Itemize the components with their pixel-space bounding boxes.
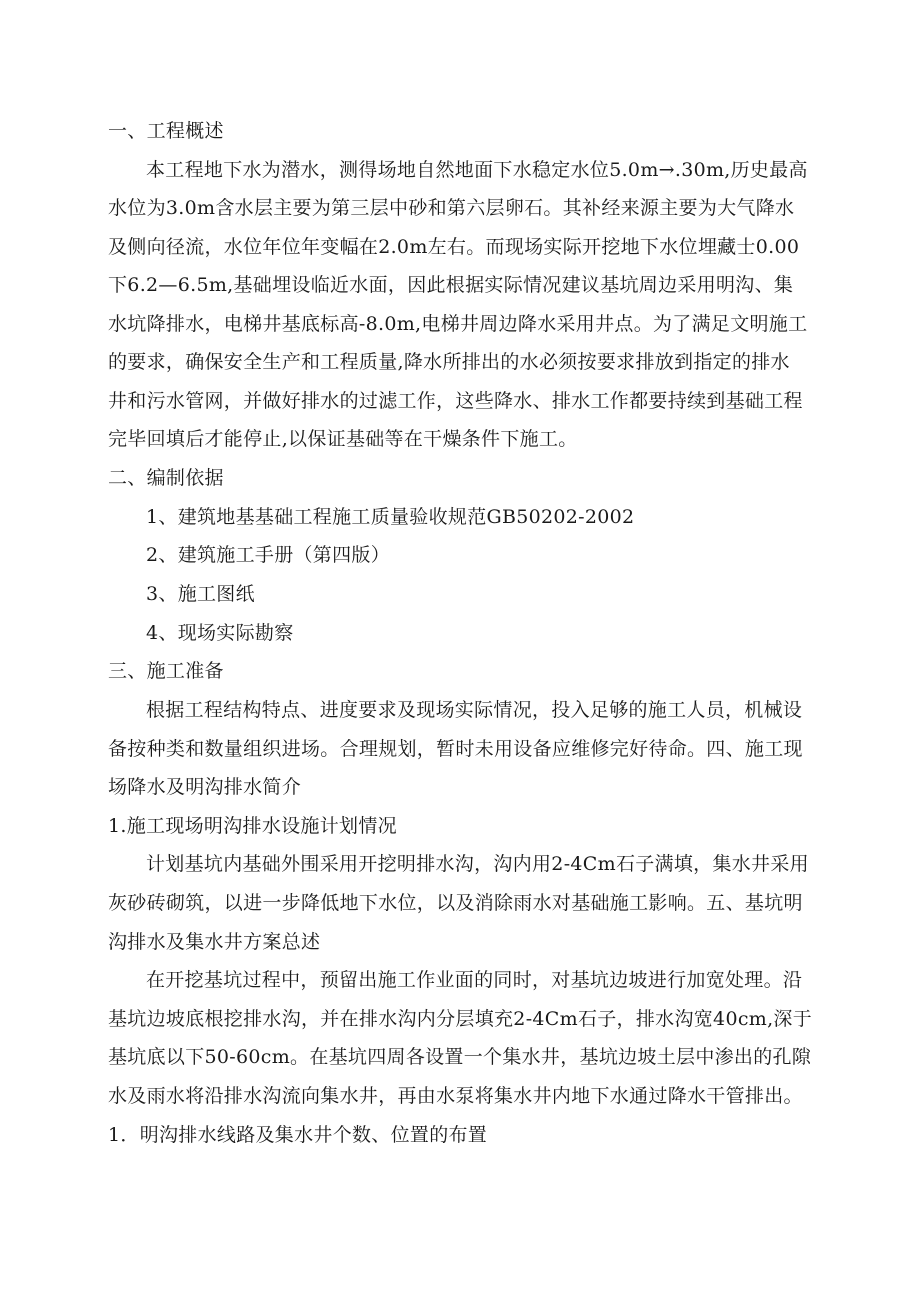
subsection-heading-open-ditch-plan: 1.施工现场明沟排水设施计划情况 (108, 815, 397, 837)
basis-list-item: 3、施工图纸 (146, 583, 255, 605)
subsection-heading-ditch-layout: 1．明沟排水线路及集水井个数、位置的布置 (108, 1124, 488, 1146)
preparation-paragraph-line: 场降水及明沟排水简介 (108, 776, 302, 798)
overview-paragraph-line: 水坑降排水，电梯井基底标高-8.0m,电梯井周边降水采用井点。为了满足文明施工 (108, 313, 808, 335)
ditch-plan-paragraph-line: 计划基坑内基础外围采用开挖明排水沟，沟内用2-4Cm石子满填，集水井采用 (146, 853, 809, 875)
preparation-paragraph-line: 根据工程结构特点、进度要求及现场实际情况，投入足够的施工人员，机械设 (146, 699, 803, 721)
pit-drainage-paragraph-line: 水及雨水将沿排水沟流向集水井，再由水泵将集水井内地下水通过降水干管排出。 (108, 1085, 803, 1107)
basis-list-item: 1、建筑地基基础工程施工质量验收规范GB50202-2002 (146, 506, 635, 528)
overview-paragraph-line: 本工程地下水为潜水，测得场地自然地面下水稳定水位5.0m→.30m,历史最高 (146, 159, 808, 181)
overview-paragraph-line: 下6.2—6.5m,基础埋设临近水面，因此根据实际情况建议基坑周边采用明沟、集 (108, 274, 794, 296)
ditch-plan-paragraph-line: 沟排水及集水井方案总述 (108, 931, 321, 953)
basis-list-item: 4、现场实际勘察 (146, 622, 294, 644)
overview-paragraph-line: 的要求，确保安全生产和工程质量,降水所排出的水必须按要求排放到指定的排水 (108, 351, 790, 373)
overview-paragraph-line: 完毕回填后才能停止,以保证基础等在干燥条件下施工。 (108, 428, 578, 450)
overview-paragraph-line: 及侧向径流，水位年位年变幅在2.0m左右。而现场实际开挖地下水位埋藏士0.00 (108, 236, 800, 258)
overview-paragraph-line: 水位为3.0m含水层主要为第三层中砂和第六层卵石。其补经来源主要为大气降水 (108, 197, 795, 219)
pit-drainage-paragraph-line: 在开挖基坑过程中，预留出施工作业面的同时，对基坑边坡进行加宽处理。沿 (146, 969, 803, 991)
preparation-paragraph-line: 备按种类和数量组织进场。合理规划，暂时未用设备应维修完好待命。四、施工现 (108, 738, 803, 760)
pit-drainage-paragraph-line: 基坑底以下50-60cm。在基坑四周各设置一个集水井，基坑边坡土层中渗出的孔隙 (108, 1046, 812, 1068)
overview-paragraph-line: 井和污水管网，并做好排水的过滤工作，这些降水、排水工作都要持续到基础工程 (108, 390, 803, 412)
basis-list-item: 2、建筑施工手册（第四版） (146, 544, 390, 566)
pit-drainage-paragraph-line: 基坑边坡底根挖排水沟，并在排水沟内分层填充2-4Cm石子，排水沟宽40cm,深于 (108, 1008, 813, 1030)
section-heading-preparation: 三、施工准备 (108, 660, 224, 682)
section-heading-overview: 一、工程概述 (108, 120, 224, 142)
ditch-plan-paragraph-line: 灰砂砖砌筑，以进一步降低地下水位，以及消除雨水对基础施工影响。五、基坑明 (108, 892, 803, 914)
section-heading-basis: 二、编制依据 (108, 467, 224, 489)
